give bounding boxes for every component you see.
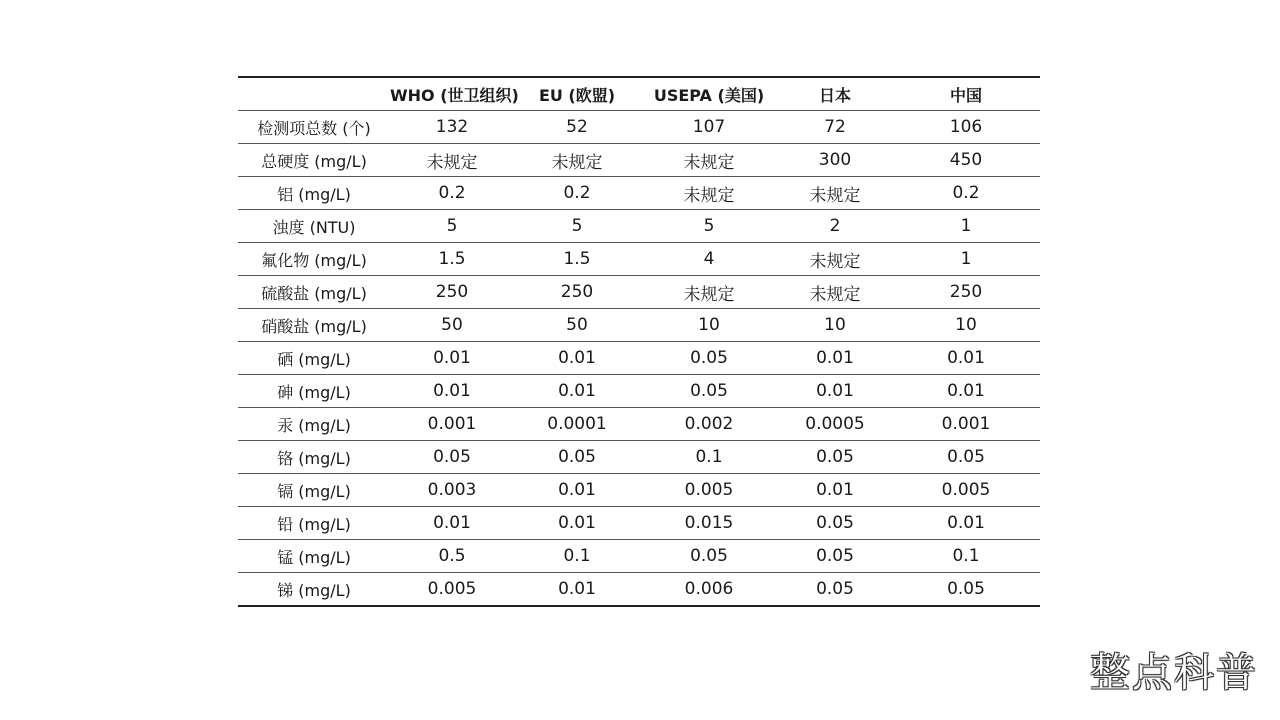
row-label-cell: 硝酸盐 (mg/L) — [238, 309, 390, 342]
water-standards-table — [238, 76, 1040, 607]
header-cell-usepa: USEPA (美国) — [640, 77, 778, 111]
value-cell: 0.05 — [778, 441, 892, 474]
value-cell: 50 — [514, 309, 640, 342]
table-row — [238, 507, 1040, 540]
value-cell: 0.01 — [892, 342, 1040, 375]
value-cell: 10 — [640, 309, 778, 342]
value-cell: 0.1 — [514, 540, 640, 573]
row-label-cell: 铬 (mg/L) — [238, 441, 390, 474]
value-cell: 1.5 — [514, 243, 640, 276]
row-label-cell: 汞 (mg/L) — [238, 408, 390, 441]
table-row — [238, 573, 1040, 607]
value-cell: 5 — [640, 210, 778, 243]
value-cell: 0.05 — [390, 441, 514, 474]
value-cell: 10 — [892, 309, 1040, 342]
value-cell: 未规定 — [778, 177, 892, 210]
value-cell: 0.006 — [684, 579, 734, 599]
value-cell: 0.2 — [514, 177, 640, 210]
value-cell: 1.5 — [390, 243, 514, 276]
value-cell: 106 — [892, 111, 1040, 144]
value-cell: 250 — [390, 276, 514, 309]
value-cell: 0.05 — [640, 342, 778, 375]
value-cell: 0.005 — [892, 474, 1040, 507]
table-row — [238, 243, 1040, 276]
header-cell-japan: 日本 — [778, 77, 892, 111]
value-cell: 50 — [390, 309, 514, 342]
table-header — [238, 77, 1040, 111]
value-cell: 5 — [390, 210, 514, 243]
value-cell: 未规定 — [514, 144, 640, 177]
value-cell: 0.01 — [892, 375, 1040, 408]
value-cell: 0.002 — [640, 408, 778, 441]
value-cell: 0.003 — [390, 474, 514, 507]
value-cell: 0.05 — [778, 507, 892, 540]
value-cell: 0.0005 — [778, 408, 892, 441]
row-label-cell: 硒 (mg/L) — [238, 342, 390, 375]
table-row — [238, 342, 1040, 375]
table-row — [238, 540, 1040, 573]
value-cell: 0.01 — [514, 507, 640, 540]
value-cell: 52 — [514, 111, 640, 144]
header-row — [238, 77, 1040, 111]
value-cell: 未规定 — [390, 144, 514, 177]
value-cell: 0.05 — [778, 540, 892, 573]
value-cell: 1 — [892, 243, 1040, 276]
table-row — [238, 177, 1040, 210]
value-cell: 0.01 — [514, 474, 640, 507]
value-cell: 0.05 — [640, 375, 778, 408]
header-cell-item — [238, 77, 390, 111]
value-cell: 107 — [640, 111, 778, 144]
table-row — [238, 441, 1040, 474]
value-cell: 0.0001 — [514, 408, 640, 441]
value-cell: 2 — [778, 210, 892, 243]
value-cell: 450 — [892, 144, 1040, 177]
value-cell: 0.001 — [892, 408, 1040, 441]
value-cell: 0.01 — [390, 375, 514, 408]
table-row — [238, 210, 1040, 243]
table-row — [238, 474, 1040, 507]
value-cell: 10 — [778, 309, 892, 342]
value-cell: 0.05 — [816, 579, 854, 599]
row-label-cell: 锰 (mg/L) — [238, 540, 390, 573]
value-cell: 0.01 — [514, 375, 640, 408]
value-cell: 0.01 — [778, 375, 892, 408]
value-cell: 0.001 — [390, 408, 514, 441]
table-row — [238, 111, 1040, 144]
value-cell: 0.1 — [892, 540, 1040, 573]
value-cell: 132 — [390, 111, 514, 144]
value-cell: 0.5 — [390, 540, 514, 573]
value-cell: 0.01 — [558, 579, 596, 599]
value-cell: 未规定 — [778, 243, 892, 276]
row-label-cell: 镉 (mg/L) — [238, 474, 390, 507]
row-label-cell: 氟化物 (mg/L) — [238, 243, 390, 276]
header-cell-china: 中国 — [892, 77, 1040, 111]
value-cell: 0.01 — [514, 342, 640, 375]
value-cell: 300 — [778, 144, 892, 177]
value-cell: 未规定 — [640, 177, 778, 210]
value-cell: 250 — [514, 276, 640, 309]
table-row — [238, 309, 1040, 342]
row-label-cell: 锑 (mg/L) — [277, 580, 351, 600]
row-label-cell: 浊度 (NTU) — [238, 210, 390, 243]
value-cell: 250 — [892, 276, 1040, 309]
row-label-cell: 总硬度 (mg/L) — [238, 144, 390, 177]
value-cell: 0.01 — [390, 507, 514, 540]
row-label-cell: 铝 (mg/L) — [238, 177, 390, 210]
value-cell: 0.2 — [390, 177, 514, 210]
header-cell-eu: EU (欧盟) — [514, 77, 640, 111]
value-cell: 0.01 — [390, 342, 514, 375]
table-row — [238, 408, 1040, 441]
value-cell: 4 — [640, 243, 778, 276]
value-cell: 0.05 — [514, 441, 640, 474]
table-body — [238, 111, 1040, 607]
table-row — [238, 276, 1040, 309]
value-cell: 0.01 — [778, 342, 892, 375]
row-label-cell: 硫酸盐 (mg/L) — [238, 276, 390, 309]
value-cell: 未规定 — [640, 276, 778, 309]
value-cell: 0.05 — [640, 540, 778, 573]
row-label-cell: 砷 (mg/L) — [238, 375, 390, 408]
value-cell: 0.005 — [640, 474, 778, 507]
value-cell: 未规定 — [778, 276, 892, 309]
value-cell: 0.1 — [640, 441, 778, 474]
value-cell: 未规定 — [640, 144, 778, 177]
value-cell: 0.015 — [640, 507, 778, 540]
value-cell: 0.05 — [947, 579, 985, 599]
watermark-logo: 整点科普 — [1090, 650, 1258, 696]
header-cell-who: WHO (世卫组织) — [390, 77, 514, 111]
value-cell: 0.005 — [427, 579, 477, 599]
value-cell: 0.05 — [892, 441, 1040, 474]
value-cell: 5 — [514, 210, 640, 243]
value-cell: 0.01 — [892, 507, 1040, 540]
value-cell: 1 — [892, 210, 1040, 243]
value-cell: 72 — [778, 111, 892, 144]
row-label-cell: 检测项总数 (个) — [238, 111, 390, 144]
value-cell: 0.01 — [778, 474, 892, 507]
water-standards-table-container — [238, 76, 1040, 607]
table-row — [238, 144, 1040, 177]
row-label-cell: 铅 (mg/L) — [238, 507, 390, 540]
table-row — [238, 375, 1040, 408]
value-cell: 0.2 — [892, 177, 1040, 210]
